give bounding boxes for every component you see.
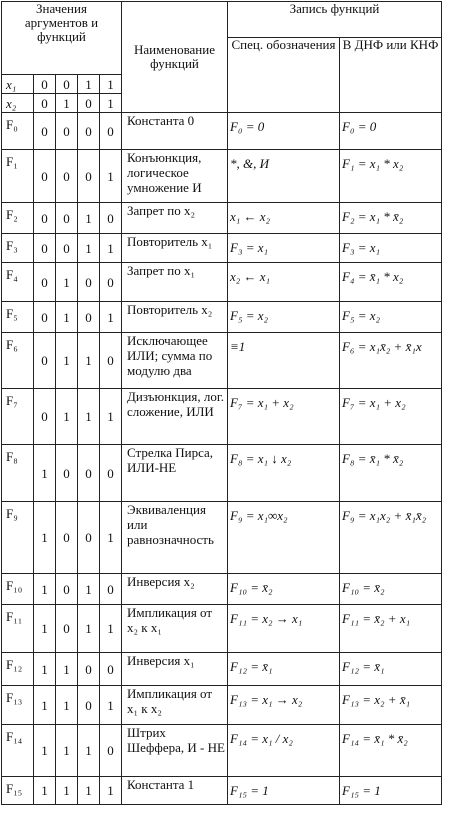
dnf-formula: F₁₂ = x̄₁ (340, 653, 442, 686)
special-notation: x₁ ← x₂ (228, 203, 340, 234)
special-notation: F₁₄ = x₁ / x₂ (228, 725, 340, 777)
special-notation: F₁₂ = x̄₁ (228, 653, 340, 686)
function-bit: 1 (34, 574, 56, 605)
function-name: Запрет по x₂ (122, 203, 228, 234)
function-bit: 0 (56, 113, 78, 150)
function-id: F₅ (2, 302, 34, 333)
function-name: Инверсия x₂ (122, 574, 228, 605)
function-bit: 0 (78, 686, 100, 725)
function-bit: 1 (100, 389, 122, 445)
function-bit: 1 (56, 725, 78, 777)
x2-value: 1 (100, 94, 122, 113)
header-record: Запись функций (228, 2, 442, 38)
function-bit: 1 (100, 777, 122, 805)
function-bit: 0 (78, 445, 100, 502)
function-bit: 0 (56, 502, 78, 574)
function-bit: 0 (78, 653, 100, 686)
special-notation: F₁₃ = x₁ → x₂ (228, 686, 340, 725)
function-bit: 1 (34, 686, 56, 725)
x2-label: x₂ (2, 94, 34, 113)
function-bit: 1 (56, 686, 78, 725)
special-notation: F₅ = x₂ (228, 302, 340, 333)
function-bit: 0 (100, 203, 122, 234)
function-bit: 0 (34, 203, 56, 234)
function-row (2, 653, 442, 686)
function-id: F₄ (2, 263, 34, 302)
function-bit: 1 (78, 725, 100, 777)
function-bit: 1 (34, 445, 56, 502)
function-bit: 0 (100, 113, 122, 150)
dnf-formula: F₈ = x̄₁ * x̄₂ (340, 445, 442, 502)
function-bit: 0 (56, 445, 78, 502)
function-bit: 0 (78, 302, 100, 333)
x1-label: x₁ (2, 75, 34, 94)
special-notation: F₁₅ = 1 (228, 777, 340, 805)
function-row (2, 150, 442, 203)
function-id: F₀ (2, 113, 34, 150)
function-name: Эквиваленция или равнозначность (122, 502, 228, 574)
function-bit: 1 (56, 653, 78, 686)
function-bit: 1 (56, 263, 78, 302)
function-bit: 0 (34, 234, 56, 263)
function-id: F₈ (2, 445, 34, 502)
function-bit: 0 (56, 234, 78, 263)
function-bit: 0 (56, 605, 78, 653)
x2-value: 0 (78, 94, 100, 113)
dnf-formula: F₆ = x₁x̄₂ + x̄₁x (340, 333, 442, 389)
special-notation: F₁₁ = x₂ → x₁ (228, 605, 340, 653)
function-bit: 0 (100, 574, 122, 605)
function-bit: 1 (78, 389, 100, 445)
function-bit: 1 (100, 502, 122, 574)
function-bit: 1 (100, 686, 122, 725)
function-bit: 1 (56, 302, 78, 333)
dnf-formula: F₁₅ = 1 (340, 777, 442, 805)
function-row (2, 263, 442, 302)
x1-value: 1 (100, 75, 122, 94)
special-notation: ≡1 (228, 333, 340, 389)
special-notation: F₁₀ = x̄₂ (228, 574, 340, 605)
function-bit: 0 (56, 203, 78, 234)
function-bit: 1 (56, 777, 78, 805)
function-bit: 1 (56, 333, 78, 389)
function-row (2, 574, 442, 605)
function-name: Дизъюнкция, лог. сложение, ИЛИ (122, 389, 228, 445)
function-bit: 1 (34, 777, 56, 805)
function-bit: 0 (100, 653, 122, 686)
function-bit: 0 (34, 150, 56, 203)
function-id: F₆ (2, 333, 34, 389)
function-name: Константа 1 (122, 777, 228, 805)
function-row (2, 203, 442, 234)
special-notation: F₉ = x₁∞x₂ (228, 502, 340, 574)
special-notation: *, &, И (228, 150, 340, 203)
function-id: F₇ (2, 389, 34, 445)
function-row (2, 445, 442, 502)
function-id: F₁₄ (2, 725, 34, 777)
function-id: F₁₀ (2, 574, 34, 605)
x1-value: 0 (34, 75, 56, 94)
function-row (2, 725, 442, 777)
function-name: Штрих Шеффера, И - НЕ (122, 725, 228, 777)
function-bit: 0 (56, 150, 78, 203)
function-row (2, 234, 442, 263)
function-bit: 0 (34, 113, 56, 150)
dnf-formula: F₂ = x₁ * x̄₂ (340, 203, 442, 234)
special-notation: x₂ ← x₁ (228, 263, 340, 302)
function-bit: 0 (34, 302, 56, 333)
function-row (2, 302, 442, 333)
function-name: Импликация от x₂ к x₁ (122, 605, 228, 653)
function-bit: 0 (100, 263, 122, 302)
x1-value: 0 (56, 75, 78, 94)
function-id: F₂ (2, 203, 34, 234)
function-bit: 0 (100, 333, 122, 389)
function-bit: 1 (78, 777, 100, 805)
function-name: Исключающее ИЛИ; сумма по модулю два (122, 333, 228, 389)
function-bit: 1 (100, 234, 122, 263)
function-name: Константа 0 (122, 113, 228, 150)
function-row (2, 686, 442, 725)
dnf-formula: F₁ = x₁ * x₂ (340, 150, 442, 203)
boolean-functions-table (1, 1, 442, 805)
function-bit: 0 (34, 263, 56, 302)
function-bit: 1 (100, 302, 122, 333)
function-bit: 0 (78, 502, 100, 574)
function-bit: 0 (100, 445, 122, 502)
special-notation: F₀ = 0 (228, 113, 340, 150)
function-bit: 1 (78, 333, 100, 389)
function-bit: 1 (78, 234, 100, 263)
header-args: Значения аргументов и функций (2, 2, 122, 75)
dnf-formula: F₉ = x₁x₂ + x̄₁x̄₂ (340, 502, 442, 574)
dnf-formula: F₁₃ = x₂ + x̄₁ (340, 686, 442, 725)
function-bit: 1 (100, 605, 122, 653)
function-bit: 0 (34, 333, 56, 389)
x1-value: 1 (78, 75, 100, 94)
dnf-formula: F₄ = x̄₁ * x₂ (340, 263, 442, 302)
function-bit: 1 (34, 725, 56, 777)
function-bit: 0 (56, 574, 78, 605)
dnf-formula: F₁₁ = x̄₂ + x₁ (340, 605, 442, 653)
function-bit: 0 (34, 389, 56, 445)
header-special: Спец. обозначения (228, 38, 340, 113)
dnf-formula: F₁₄ = x̄₁ * x̄₂ (340, 725, 442, 777)
function-bit: 1 (34, 653, 56, 686)
function-bit: 1 (78, 203, 100, 234)
function-name: Конъюнкция, логическое умножение И (122, 150, 228, 203)
x2-value: 1 (56, 94, 78, 113)
function-bit: 0 (78, 263, 100, 302)
dnf-formula: F₁₀ = x̄₂ (340, 574, 442, 605)
dnf-formula: F₃ = x₁ (340, 234, 442, 263)
function-bit: 1 (34, 502, 56, 574)
function-row (2, 113, 442, 150)
function-bit: 0 (100, 725, 122, 777)
dnf-formula: F₇ = x₁ + x₂ (340, 389, 442, 445)
function-bit: 1 (100, 150, 122, 203)
function-row (2, 777, 442, 805)
function-id: F₉ (2, 502, 34, 574)
function-id: F₁₃ (2, 686, 34, 725)
function-bit: 1 (78, 605, 100, 653)
function-id: F₁₁ (2, 605, 34, 653)
function-name: Импликация от x₁ к x₂ (122, 686, 228, 725)
function-id: F₃ (2, 234, 34, 263)
dnf-formula: F₀ = 0 (340, 113, 442, 150)
function-bit: 1 (34, 605, 56, 653)
special-notation: F₈ = x₁ ↓ x₂ (228, 445, 340, 502)
header-dnf: В ДНФ или КНФ (340, 38, 442, 113)
function-row (2, 389, 442, 445)
function-row (2, 333, 442, 389)
function-bit: 0 (78, 113, 100, 150)
function-id: F₁₂ (2, 653, 34, 686)
function-row (2, 605, 442, 653)
header-name: Наименование функций (122, 2, 228, 113)
function-rows (2, 113, 442, 805)
function-id: F₁ (2, 150, 34, 203)
dnf-formula: F₅ = x₂ (340, 302, 442, 333)
function-name: Повторитель x₁ (122, 234, 228, 263)
function-row (2, 502, 442, 574)
function-bit: 0 (78, 150, 100, 203)
function-bit: 1 (56, 389, 78, 445)
function-name: Стрелка Пирса, ИЛИ-НЕ (122, 445, 228, 502)
function-name: Запрет по x₁ (122, 263, 228, 302)
function-name: Инверсия x₁ (122, 653, 228, 686)
function-id: F₁₅ (2, 777, 34, 805)
function-bit: 1 (78, 574, 100, 605)
x2-value: 0 (34, 94, 56, 113)
function-name: Повторитель x₂ (122, 302, 228, 333)
special-notation: F₇ = x₁ + x₂ (228, 389, 340, 445)
special-notation: F₃ = x₁ (228, 234, 340, 263)
